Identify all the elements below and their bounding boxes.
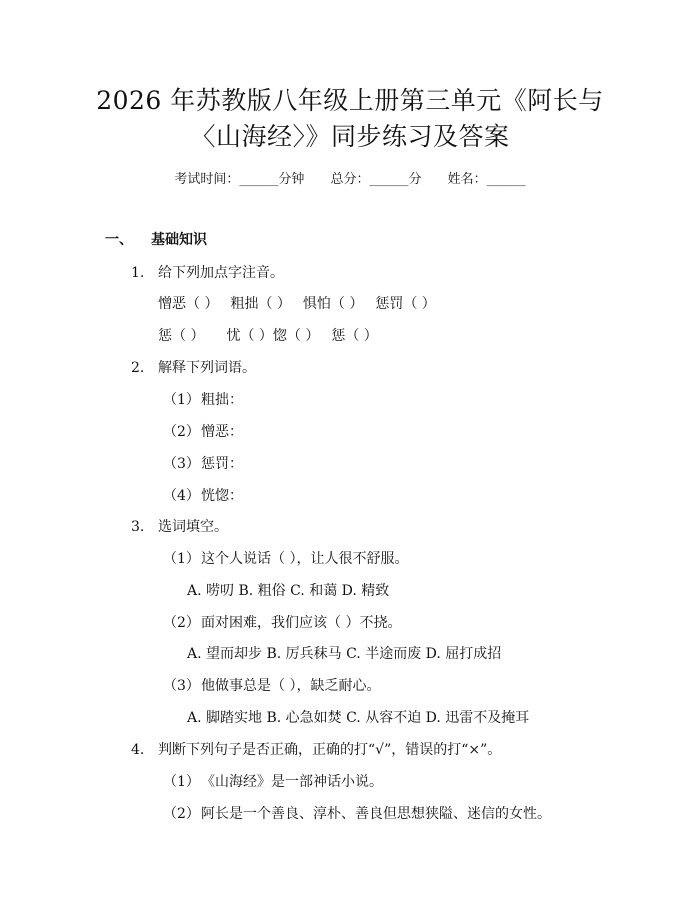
answer-options: A. 唠叨 B. 粗俗 C. 和蔼 D. 精致 bbox=[187, 583, 390, 599]
exam-total-score: 总分：______分 bbox=[330, 172, 422, 187]
student-name: 姓名：______ bbox=[447, 172, 526, 187]
item-text: 阿长是一个善良、淳朴、善良但思想狭隘、迷信的女性。 bbox=[201, 806, 551, 822]
item-text: 《山海经》是一部神话小说。 bbox=[201, 774, 383, 790]
item-text: 面对困难，我们应该（ ）不挠。 bbox=[201, 615, 402, 631]
fill-in-item bbox=[163, 612, 401, 632]
question-text: 解释下列词语。 bbox=[158, 360, 256, 376]
question-number: 1. bbox=[131, 265, 145, 281]
definition-item bbox=[163, 389, 243, 409]
document-title-line-2: 〈山海经〉》同步练习及答案 bbox=[190, 122, 510, 151]
item-text: 恍惚： bbox=[201, 488, 243, 504]
definition-item bbox=[163, 421, 243, 441]
item-number: （4） bbox=[163, 488, 200, 504]
exam-time: 考试时间：______分钟 bbox=[174, 172, 305, 187]
item-text: 粗拙： bbox=[201, 392, 243, 408]
section-title: 基础知识 bbox=[151, 232, 207, 248]
item-number: （2） bbox=[163, 806, 200, 822]
definition-item bbox=[163, 453, 243, 473]
item-text: 他做事总是（ ），缺乏耐心。 bbox=[201, 678, 381, 694]
pinyin-item: 惩罚（ ） bbox=[375, 296, 436, 312]
definition-item bbox=[163, 485, 243, 505]
pinyin-row-1 bbox=[158, 293, 436, 313]
question-4 bbox=[131, 739, 501, 759]
question-3 bbox=[131, 516, 228, 536]
item-number: （1） bbox=[163, 551, 200, 567]
question-text: 判断下列句子是否正确，正确的打“√”，错误的打“×”。 bbox=[158, 742, 502, 758]
question-1 bbox=[131, 262, 284, 282]
item-number: （2） bbox=[163, 615, 200, 631]
document-title-line-1: 2026 年苏教版八年级上册第三单元《阿长与 bbox=[96, 86, 604, 115]
pinyin-item: 惧怕（ ） bbox=[302, 296, 364, 312]
judgement-item bbox=[163, 771, 383, 791]
pinyin-item: 惩（ ） bbox=[158, 328, 205, 344]
fill-in-item bbox=[163, 548, 408, 568]
item-number: （1） bbox=[163, 392, 200, 408]
item-number: （3） bbox=[163, 678, 200, 694]
pinyin-item: 憎恶（ ） bbox=[158, 296, 219, 312]
item-text: 憎恶： bbox=[201, 424, 243, 440]
item-text: 惩罚： bbox=[201, 456, 243, 472]
question-number: 2. bbox=[131, 360, 145, 376]
item-text: 这个人说话（ ），让人很不舒服。 bbox=[201, 551, 409, 567]
question-text: 给下列加点字注音。 bbox=[158, 265, 284, 281]
exam-meta bbox=[0, 168, 700, 187]
question-text: 选词填空。 bbox=[158, 519, 228, 535]
item-number: （1） bbox=[163, 774, 200, 790]
pinyin-item: 惩（ ） bbox=[331, 328, 378, 344]
question-2 bbox=[131, 357, 256, 377]
answer-options: A. 望而却步 B. 厉兵秣马 C. 半途而废 D. 屈打成招 bbox=[187, 646, 502, 662]
fill-in-item bbox=[163, 675, 380, 695]
answer-options: A. 脚踏实地 B. 心急如焚 C. 从容不迫 D. 迅雷不及掩耳 bbox=[187, 710, 530, 726]
pinyin-item: 粗拙（ ） bbox=[230, 296, 291, 312]
item-number: （2） bbox=[163, 424, 200, 440]
question-number: 4. bbox=[131, 742, 145, 758]
section-heading bbox=[105, 229, 207, 249]
question-number: 3. bbox=[131, 519, 145, 535]
pinyin-item: 忧（ ）惚（ ） bbox=[226, 328, 320, 344]
section-number: 一、 bbox=[105, 232, 133, 248]
judgement-item bbox=[163, 803, 551, 823]
item-number: （3） bbox=[163, 456, 200, 472]
pinyin-row-2 bbox=[158, 325, 378, 345]
